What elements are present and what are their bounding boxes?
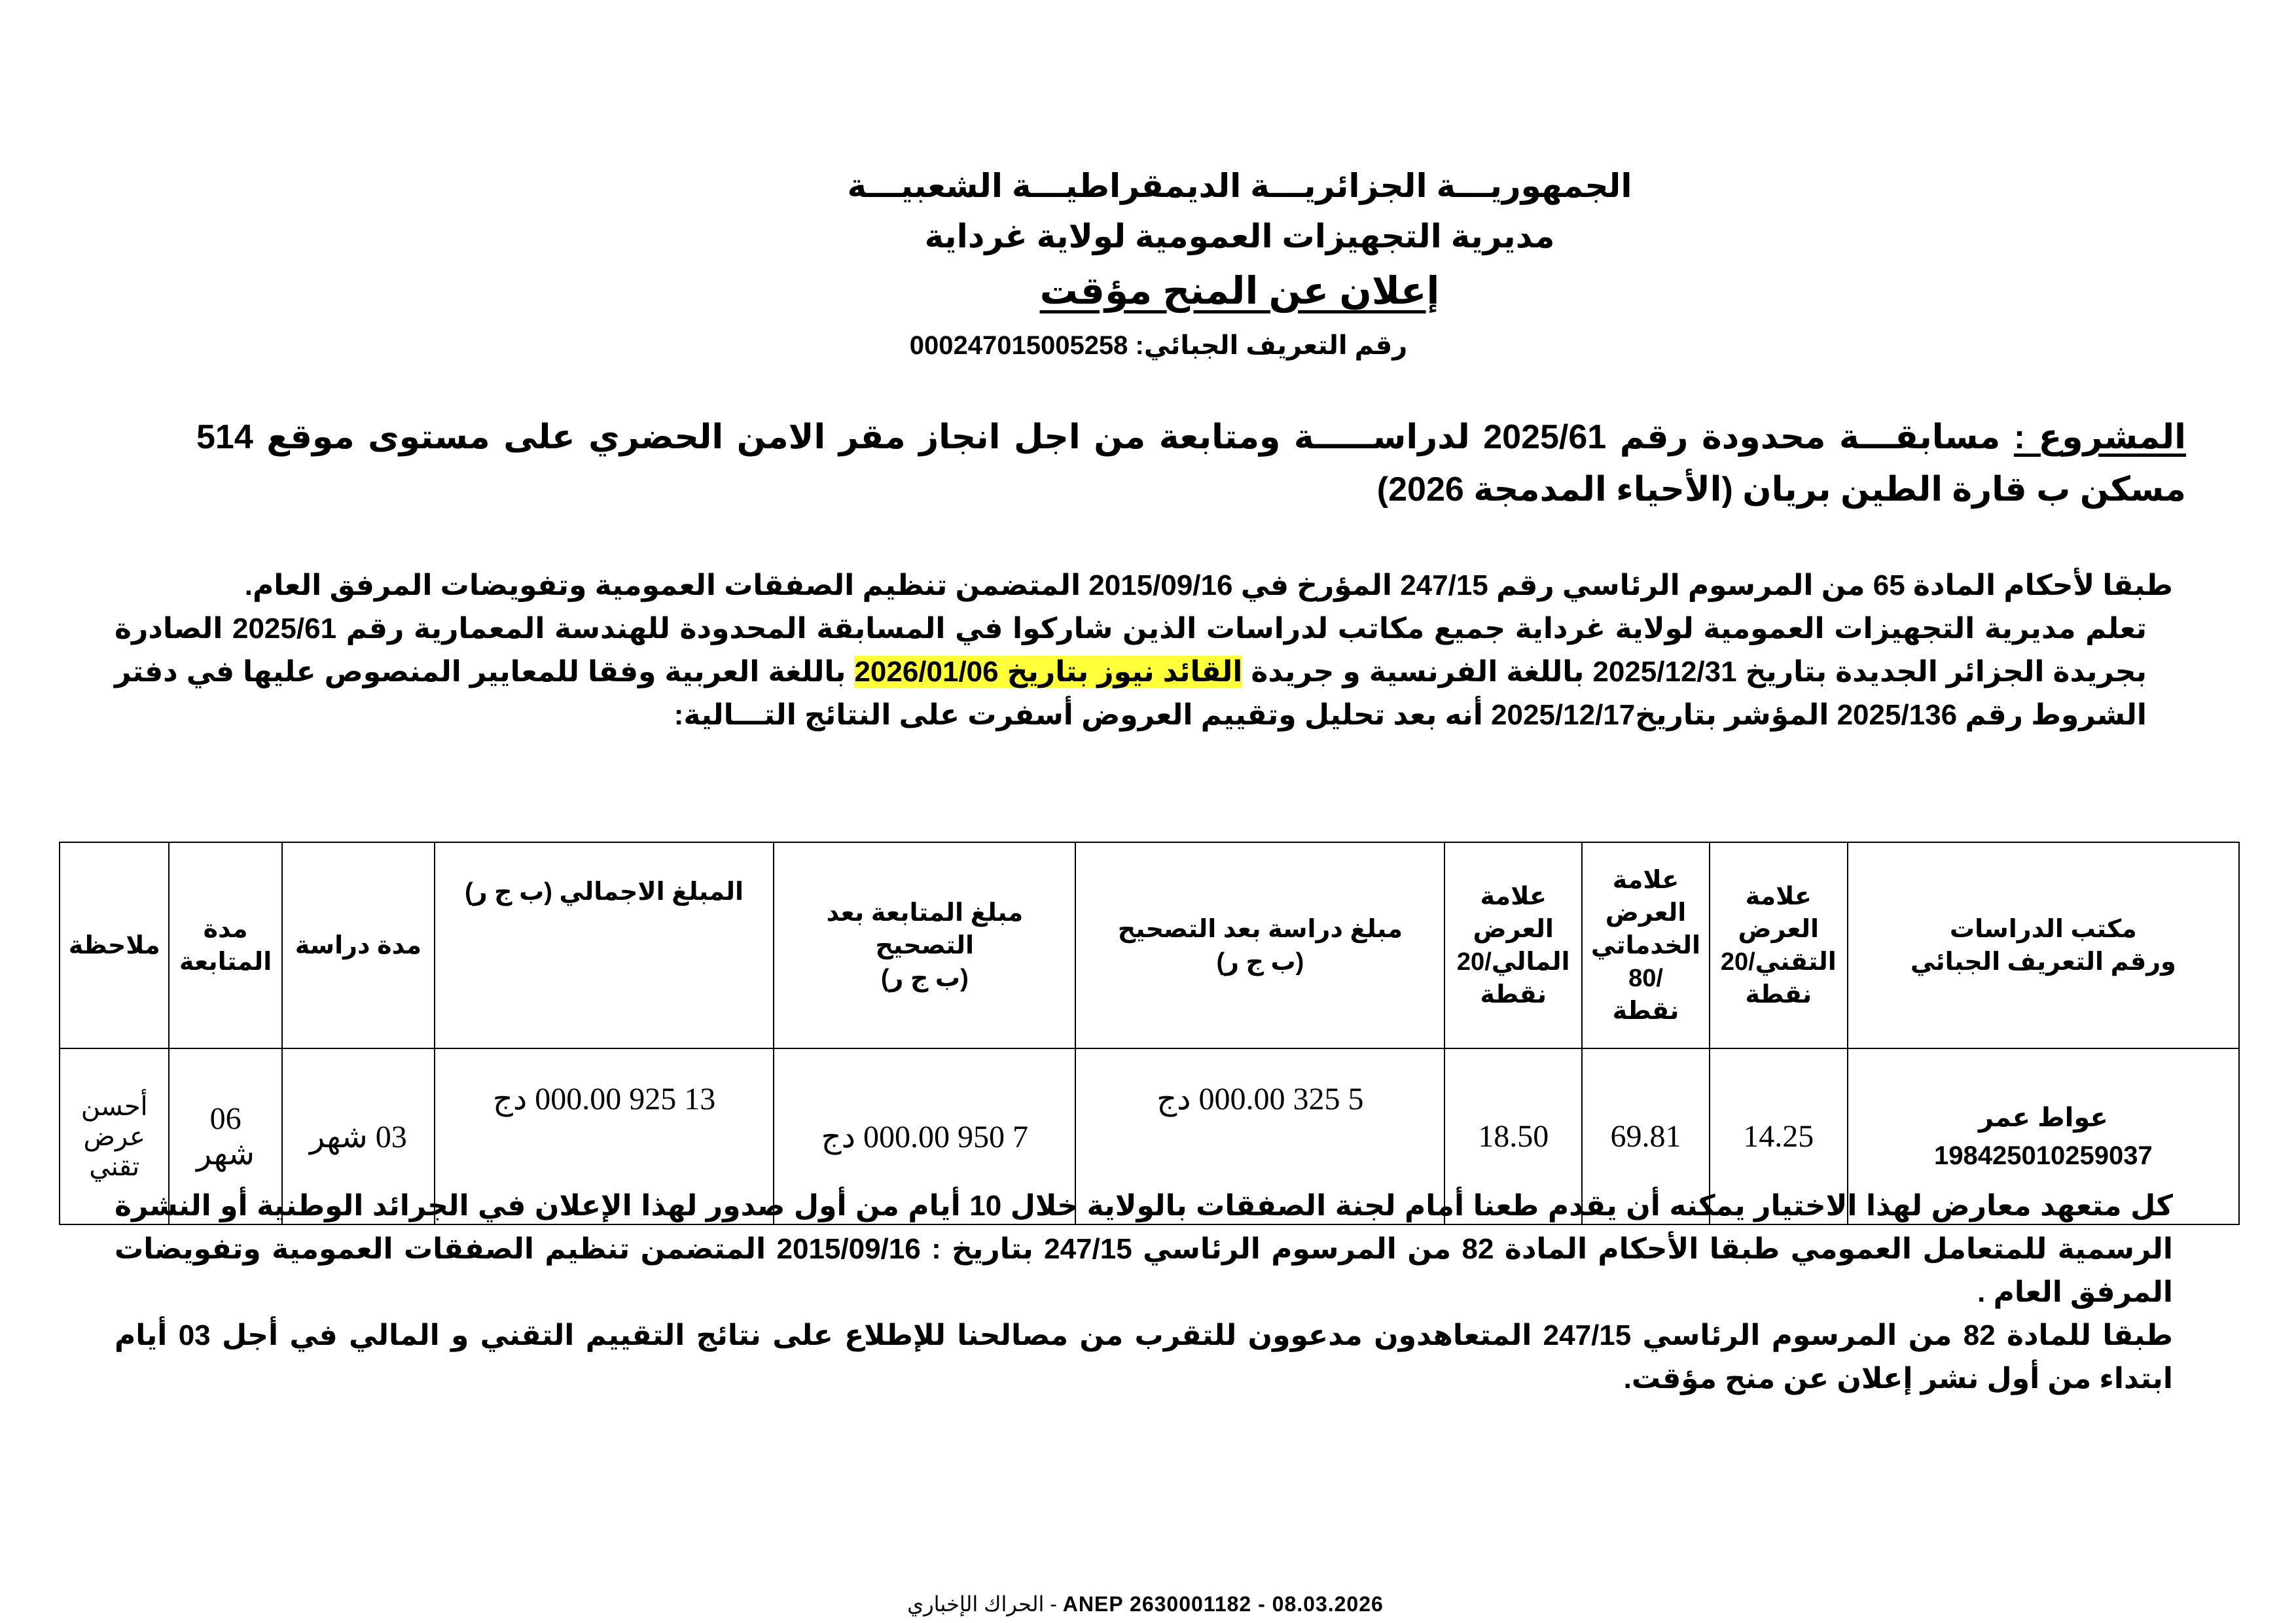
objection-notice [115,1185,2186,1400]
cell-study-amount: 5 325 000.00 دج [1075,1048,1444,1224]
tax-id: رقم التعريف الجبائي: 000247015005258 [909,331,1408,360]
header-study-amount: مبلغ دراسة بعد التصحيح (ب ج ر) [1075,842,1444,1048]
announcement-title-text: إعلان عن المنح مؤقت [1039,270,1440,312]
cell-financial-score: 18.50 [1444,1048,1582,1224]
cell-followup-amount: 7 950 000.00 دج [774,1048,1075,1224]
objection-paragraph: كل متعهد معارض لهذا الاختيار يمكنه أن يقدم طعنا أمام لجنة الصفقات بالولاية خلال 10 أيام من أول صدور لهذا الإعلان في الجرائد الوطنية أو النشرة الرسمية للمتعامل العمومي طبقا الأحكام المادة 82 من المرسوم الرئاسي 247/15 بتاريخ : 2015/09/16 المتضمن تنظيم الصفقات العمومية وتفويضات المرفق العام . [115,1190,2173,1308]
header-note: ملاحظة [60,842,169,1048]
legal-intro-body [115,607,2186,737]
cell-note: أحسن عرض تقني [60,1048,169,1224]
cell-study-duration: 03 شهر [282,1048,435,1224]
cell-service-score: 69.81 [1582,1048,1710,1224]
anep-code: ANEP 2630001182 - 08.03.2026 [1062,1592,1384,1616]
highlighted-newspaper-date: القائد نيوز بتاريخ 2026/01/06 [854,656,1243,688]
header-study-duration: مدة دراسة [282,842,435,1048]
directorate-heading: مديرية التجهيزات العمومية لولاية غرداية [924,218,1555,255]
cell-followup-duration: 06 شهر [169,1048,281,1224]
results-table [59,842,2240,1225]
header-tech-score: علامة العرض التقني/20 نقطة [1710,842,1848,1048]
office-name: عواط عمر [1978,1103,2108,1132]
header-followup-duration: مدة المتابعة [169,842,281,1048]
project-paragraph [196,411,2186,516]
project-text: مسابقـــة محدودة رقم 2025/61 لدراســـــة ومتابعة من اجل انجاز مقر الامن الحضري على مستوى موقع 514 مسكن ب قارة الطين بريان (الأحياء المدمجة 2026) [196,418,2186,508]
office-tax-id: 198425010259037 [1934,1141,2153,1170]
intro-part-b: باللغة العربية وفقا للمعايير المنصوص عليها في دفتر الشروط رقم 2025/136 المؤشر بتاريخ2025/12/17 أنه بعد تحليل وتقييم العروض أسفرت على النتائج التـــالية: [115,656,2147,731]
header-followup-amount: مبلغ المتابعة بعد التصحيح (ب ج ر) [774,842,1075,1048]
cell-total-amount: 13 925 000.00 دج [435,1048,774,1224]
anep-footer [818,1592,1473,1616]
announcement-title [92,268,2296,313]
project-label: المشروع : [2013,418,2186,456]
header-service-score: علامة العرض الخدماتي /80 نقطة [1582,842,1710,1048]
cell-tech-score: 14.25 [1710,1048,1848,1224]
republic-heading: الجمهوريـــة الجزائريـــة الديمقراطيـــة الشعبيـــة [847,168,1632,204]
legal-intro [115,564,2186,737]
anep-source: الحراك الإخباري - [907,1592,1063,1616]
evaluation-paragraph: طبقا للمادة 82 من المرسوم الرئاسي 247/15 المتعاهدون مدعوون للتقرب من مصالحنا للإطلاع على نتائج التقييم التقني و المالي في أجل 03 أيام ابتداء من أول نشر إعلان عن منح مؤقت. [115,1319,2173,1395]
header-financial-score: علامة العرض المالي/20 نقطة [1444,842,1582,1048]
table-header-row [60,842,2239,1048]
intro-part-a: تعلم مديرية التجهيزات العمومية لولاية غرداية جميع مكاتب لدراسات الذين شاركوا في المسابقة المحدودة للهندسة المعمارية رقم 2025/61 الصادرة بجريدة الجزائر الجديدة بتاريخ 2025/12/31 باللغة الفرنسية و جريدة [115,613,2147,688]
legal-intro-line1: طبقا لأحكام المادة 65 من المرسوم الرئاسي رقم 247/15 المؤرخ في 2015/09/16 المتضمن تنظيم الصفقات العمومية وتفويضات المرفق العام. [244,569,2173,601]
header-office: مكتب الدراسات ورقم التعريف الجبائي [1848,842,2239,1048]
header-total-amount: المبلغ الاجمالي (ب ج ر) [435,842,774,1048]
